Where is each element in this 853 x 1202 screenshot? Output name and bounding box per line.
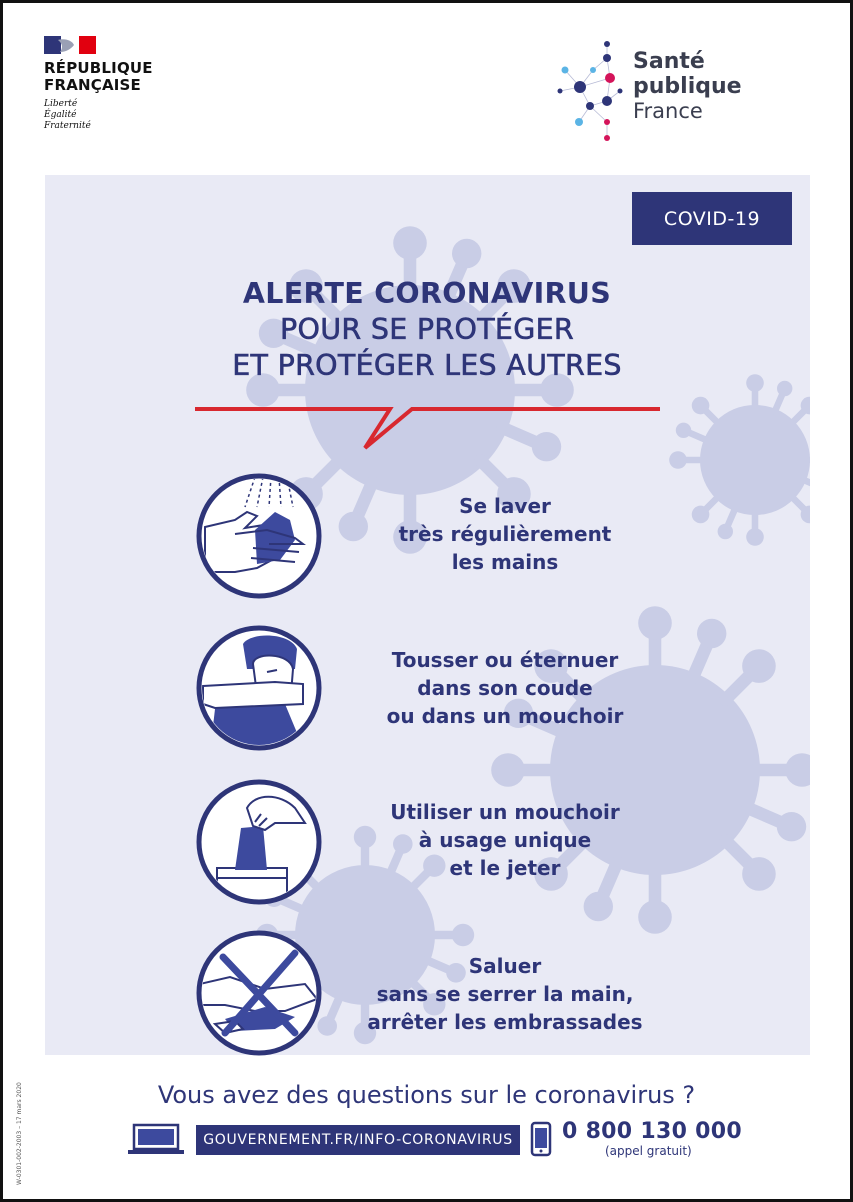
marianne-flag-icon (44, 36, 96, 54)
gesture-4-text (340, 952, 670, 1036)
rf-name-line-2: FRANÇAISE (44, 76, 142, 94)
gesture-2-text (340, 646, 670, 730)
footer-question: Vous avez des questions sur le coronavirus ? (157, 1081, 696, 1109)
phone-number[interactable]: 0 800 130 000 (562, 1119, 742, 1144)
rf-motto (44, 99, 184, 132)
republique-francaise-logo (44, 36, 184, 132)
title-line-1: ALERTE CORONAVIRUS (242, 277, 612, 310)
document-reference: W-0301-002-2003 – 17 mars 2020 (16, 1082, 23, 1185)
spf-line-3: France (633, 99, 703, 123)
gesture-1-text (340, 492, 670, 576)
gesture-3-line-2: à usage unique (418, 828, 592, 852)
tissue-box-icon (195, 778, 323, 906)
gesture-2-line-2: dans son coude (417, 676, 593, 700)
spf-line-2: publique (633, 74, 742, 99)
gesture-2-line-3: ou dans un mouchoir (386, 704, 624, 728)
spf-wordmark (633, 49, 742, 124)
sante-publique-france-logo (555, 36, 755, 146)
spf-line-1: Santé (633, 49, 705, 74)
motto-egalite: Égalité (44, 110, 77, 120)
title-line-3: ET PROTÉGER LES AUTRES (232, 349, 622, 382)
gesture-2-line-1: Tousser ou éternuer (391, 648, 619, 672)
gesture-4-line-1: Saluer (468, 954, 542, 978)
poster-title (140, 276, 714, 384)
motto-fraternite: Fraternité (44, 121, 91, 131)
info-url-link[interactable]: GOUVERNEMENT.FR/INFO-CORONAVIRUS (196, 1125, 520, 1155)
gesture-3-line-3: et le jeter (449, 856, 561, 880)
rf-name-line-1: RÉPUBLIQUE (44, 59, 153, 77)
gesture-1-line-3: les mains (451, 550, 559, 574)
gesture-1-line-2: très régulièrement (398, 522, 612, 546)
gesture-4-line-2: sans se serrer la main, (376, 982, 634, 1006)
cough-elbow-icon (195, 624, 323, 752)
covid-19-badge: COVID-19 (632, 192, 792, 245)
speech-bubble-underline-icon (190, 400, 665, 455)
title-line-2: POUR SE PROTÉGER (279, 313, 575, 346)
gesture-1-line-1: Se laver (459, 494, 551, 518)
gesture-3-text (340, 798, 670, 882)
spf-network-icon (555, 36, 630, 146)
motto-liberte: Liberté (44, 99, 78, 109)
phone-note: (appel gratuit) (605, 1144, 692, 1158)
laptop-icon (126, 1122, 186, 1156)
phone-icon (530, 1121, 552, 1157)
gesture-3-line-1: Utiliser un mouchoir (390, 800, 620, 824)
no-handshake-icon (195, 929, 323, 1057)
gesture-4-line-3: arrêter les embrassades (367, 1010, 643, 1034)
hand-washing-icon (195, 472, 323, 600)
